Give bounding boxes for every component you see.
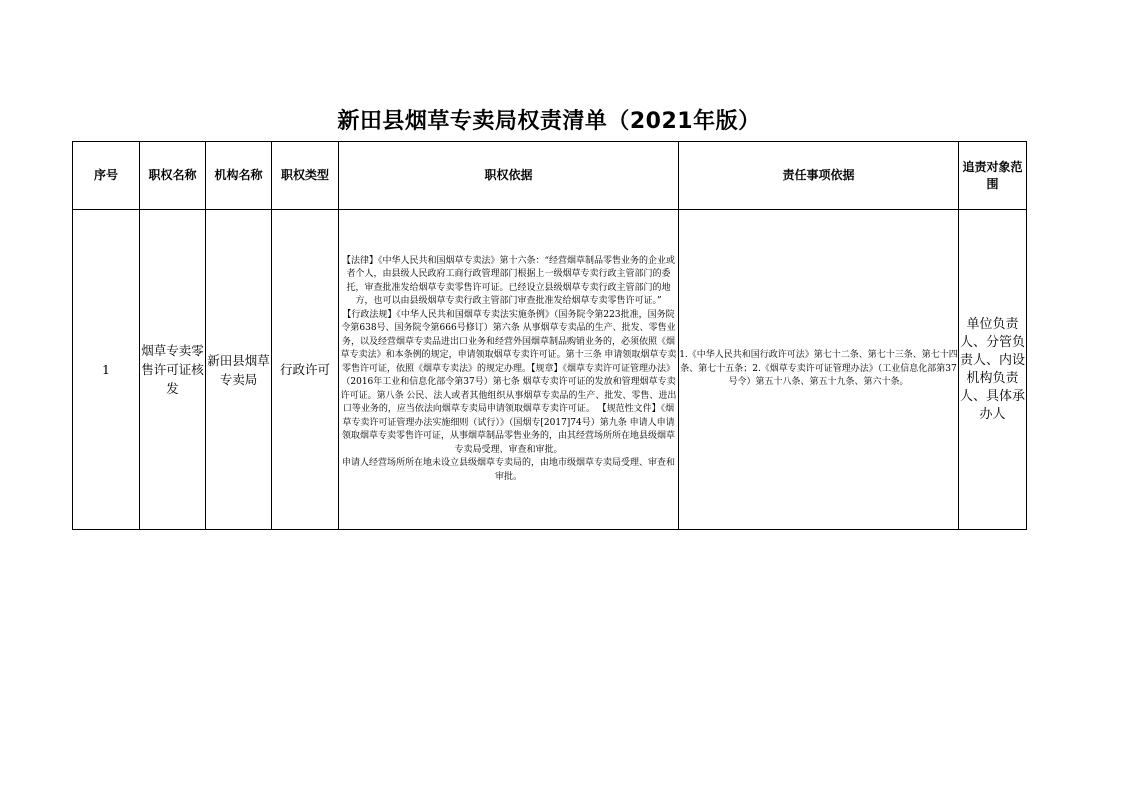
header-org-name: 机构名称 xyxy=(206,142,272,210)
page-title: 新田县烟草专卖局权责清单（2021年版） xyxy=(337,109,761,134)
row-basis xyxy=(339,210,679,530)
basis-note-paragraph: 申请人经营场所所在地未设立县级烟草专卖局的，由地市级烟草专卖局受理、审查和审批。 xyxy=(341,458,675,482)
table-row xyxy=(73,210,1027,530)
row-accountability-scope: 单位负责人、分管负责人、内设机构负责人、具体承办人 xyxy=(959,210,1027,530)
header-row xyxy=(73,142,1027,210)
header-power-name: 职权名称 xyxy=(140,142,206,210)
responsibility-table xyxy=(72,141,1027,530)
header-accountability-scope: 追责对象范围 xyxy=(959,142,1027,210)
basis-law-paragraph: 【法律】《中华人民共和国烟草专卖法》第十六条：“经营烟草制品零售业务的企业或者个人，由县级人民政府工商行政管理部门根据上一级烟草专卖行政主管部门的委托，审查批准发给烟草专卖零售许可证。已经设立县级烟草专卖行政主管部门的地方，也可以由县级烟草专卖行政主管部门审查批准发给烟草专卖零售许可证。” xyxy=(341,255,676,307)
row-index: 1 xyxy=(73,210,140,530)
header-index: 序号 xyxy=(73,142,140,210)
header-power-type: 职权类型 xyxy=(272,142,339,210)
row-power-name: 烟草专卖零售许可证核发 xyxy=(140,210,206,530)
row-org-name: 新田县烟草专卖局 xyxy=(206,210,272,530)
header-responsibility-basis: 责任事项依据 xyxy=(679,142,959,210)
header-basis: 职权依据 xyxy=(339,142,679,210)
row-power-type: 行政许可 xyxy=(272,210,339,530)
row-responsibility-basis: 1.《中华人民共和国行政许可法》第七十二条、第七十三条、第七十四条、第七十五条；2.《烟草专卖许可证管理办法》（工业信息化部第37号令）第五十八条、第五十九条、第六十条。 xyxy=(679,210,959,530)
basis-regulation-paragraph: 【行政法规】《中华人民共和国烟草专卖法实施条例》（国务院令第223批准，国务院令第638号、国务院令第666号修订）第六条 从事烟草专卖品的生产、批发、零售业务，以及经营烟草专卖品进出口业务和经营外国烟草制品购销业务的，必须依照《烟草专卖法》和本条例的规定，申请领取烟草专卖许可证。第十三条 申请领取烟草专卖零售许可证，依照《烟草专卖法》的规定办理。【规章】《烟草专卖许可证管理办法》（2016年工业和信息化部令第37号）第七条 烟草专卖许可证的发放和管理烟草专卖许可证。第八条 公民、法人或者其他组织从事烟草专卖品的生产、批发、零售、进出口等业务的，应当依法向烟草专卖局申请领取烟草专卖许可证。 【规范性文件】《烟草专卖许可证管理办法实施细则（试行）》（国烟专[2017]74号）第九条 申请人申请领取烟草专卖零售许可证，从事烟草制品零售业务的，由其经营场所所在地县级烟草专卖局受理、审查和审批。 xyxy=(340,309,677,455)
